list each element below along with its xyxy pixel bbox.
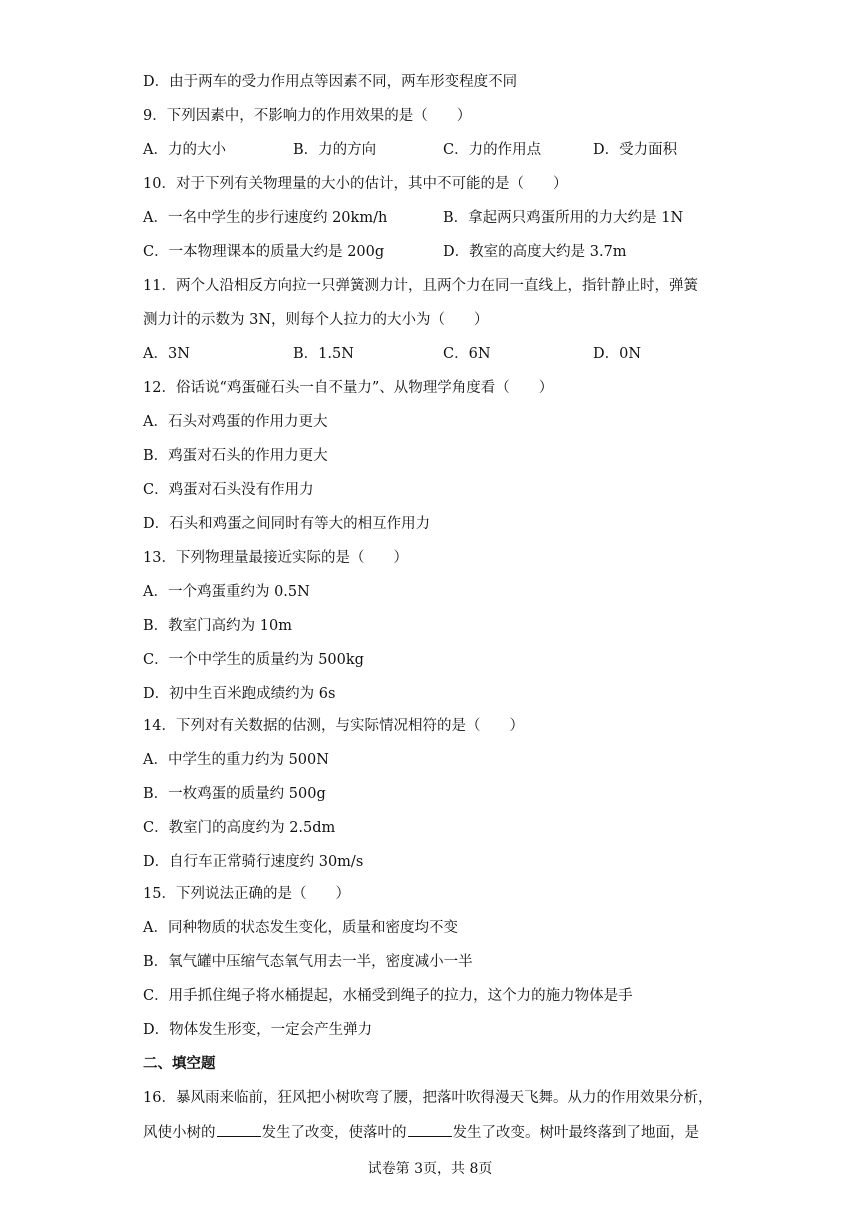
q10-option-b: B．拿起两只鸡蛋所用的力大约是 1N [443,210,684,226]
q15-option-b: B．氧气罐中压缩气态氧气用去一半，密度减小一半 [143,954,473,970]
q12-option-d: D．石头和鸡蛋之间同时有等大的相互作用力 [143,516,431,532]
q14-stem: 14．下列对有关数据的估测，与实际情况相符的是（ ） [143,718,524,734]
q14-option-d: D．自行车正常骑行速度约 30m/s [143,854,364,870]
q16-stem-line1: 16．暴风雨来临前，狂风把小树吹弯了腰，把落叶吹得漫天飞舞。从力的作用效果分析， [143,1090,713,1106]
q16-stem-line2 [143,1122,699,1143]
page-footer: 试卷第 3页，共 8页 [367,1161,493,1177]
q16-answer-blank-2[interactable] [408,1122,452,1137]
q14-option-a: A．中学生的重力约为 500N [143,752,329,768]
q13-option-c: C．一个中学生的质量约为 500kg [143,652,364,668]
q14-option-b: B．一枚鸡蛋的质量约 500g [143,786,326,802]
q13-option-d: D．初中生百米跑成绩约为 6s [143,686,336,702]
q15-option-c: C．用手抓住绳子将水桶提起，水桶受到绳子的拉力，这个力的施力物体是手 [143,988,633,1004]
q11-stem-line1: 11．两个人沿相反方向拉一只弹簧测力计，且两个力在同一直线上，指针静止时，弹簧 [143,278,698,294]
q12-option-b: B．鸡蛋对石头的作用力更大 [143,448,328,464]
q16-text-part3: 发生了改变。树叶最终落到了地面，是 [452,1125,699,1141]
q9-option-b: B．力的方向 [293,142,377,158]
q16-answer-blank-1[interactable] [217,1122,261,1137]
q9-stem: 9．下列因素中，不影响力的作用效果的是（ ） [143,108,472,124]
q11-option-c: C．6N [443,346,491,362]
q11-stem-line2: 测力计的示数为 3N，则每个人拉力的大小为（ ） [143,312,489,328]
q9-option-d: D．受力面积 [593,142,678,158]
q9-option-c: C．力的作用点 [443,142,542,158]
q11-option-a: A．3N [143,346,190,362]
q15-stem: 15．下列说法正确的是（ ） [143,886,350,902]
q15-option-d: D．物体发生形变，一定会产生弹力 [143,1022,373,1038]
q9-option-a: A．力的大小 [143,142,226,158]
q14-option-c: C．教室门的高度约为 2.5dm [143,820,336,836]
q10-stem: 10．对于下列有关物理量的大小的估计，其中不可能的是（ ） [143,176,568,192]
q13-stem: 13．下列物理量最接近实际的是（ ） [143,550,408,566]
q13-option-a: A．一个鸡蛋重约为 0.5N [143,584,310,600]
q13-option-b: B．教室门高约为 10m [143,618,292,634]
q16-text-part1: 风使小树的 [143,1125,216,1141]
q12-option-a: A．石头对鸡蛋的作用力更大 [143,414,328,430]
q10-option-a: A．一名中学生的步行速度约 20km/h [143,210,388,226]
q11-options [143,344,763,364]
q9-options [143,140,763,160]
q10-options-row1 [143,208,763,228]
q11-option-b: B．1.5N [293,346,354,362]
q12-option-c: C．鸡蛋对石头没有作用力 [143,482,314,498]
q8-option-d: D．由于两车的受力作用点等因素不同，两车形变程度不同 [143,74,518,90]
q12-stem: 12．俗话说“鸡蛋碰石头一自不量力”、从物理学角度看（ ） [143,380,554,396]
q10-options-row2 [143,242,763,262]
q10-option-d: D．教室的高度大约是 3.7m [443,244,627,260]
q11-option-d: D．0N [593,346,642,362]
q16-text-part2: 发生了改变，使落叶的 [261,1125,407,1141]
section-heading-fill-in: 二、填空题 [143,1055,216,1072]
q15-option-a: A．同种物质的状态发生变化，质量和密度均不变 [143,920,458,936]
q10-option-c: C．一本物理课本的质量大约是 200g [143,244,385,260]
